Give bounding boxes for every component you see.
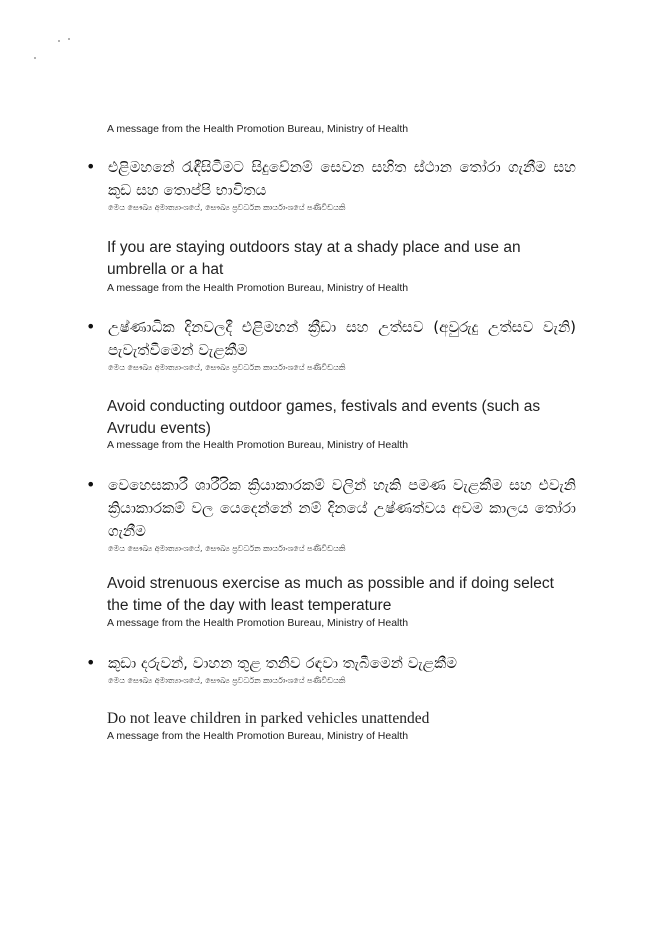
- list-item: [86, 156, 576, 214]
- bullet-icon: •: [86, 653, 96, 672]
- scan-speck: [58, 40, 60, 42]
- header-source: A message from the Health Promotion Bureau, Ministry of Health: [107, 123, 409, 135]
- list-item: [86, 652, 576, 687]
- sinhala-heading: කුඩා දරුවන්, වාහන තුළ තනිව රඳවා තැබීමෙන් වැළකීම: [108, 654, 458, 672]
- sinhala-heading: එළිමහනේ රැඳීසිටීමට සිදුවේනම් සෙවන සහිත ස්ථාන තෝරා ගැනීම සහ කුඩ සහ තොප්පි භාවිතය: [108, 158, 576, 199]
- source-line: A message from the Health Promotion Bureau, Ministry of Health: [107, 282, 409, 294]
- sinhala-note: මෙය සෞඛ්‍ය අමාත්‍යාංශයේ, සෞඛ්‍ය ප්‍රවර්ධන කාර්යාංශයේ පණිවිඩයකි: [108, 363, 346, 372]
- english-text: If you are staying outdoors stay at a shady place and use an umbrella or a hat: [107, 239, 521, 278]
- english-text: Do not leave children in parked vehicles unattended: [107, 710, 430, 727]
- english-text: Avoid conducting outdoor games, festivals and events (such as Avrudu events): [107, 398, 541, 437]
- source-line: A message from the Health Promotion Bureau, Ministry of Health: [107, 439, 409, 451]
- bullet-icon: •: [86, 157, 96, 176]
- list-item: [86, 316, 576, 374]
- scan-speck: [68, 38, 70, 40]
- list-item: [86, 474, 576, 555]
- source-line: A message from the Health Promotion Bureau, Ministry of Health: [107, 730, 409, 742]
- sinhala-note: මෙය සෞඛ්‍ය අමාත්‍යාංශයේ, සෞඛ්‍ය ප්‍රවර්ධන කාර්යාංශයේ පණිවිඩයකි: [108, 544, 346, 553]
- bullet-icon: •: [86, 475, 96, 494]
- bullet-icon: •: [86, 317, 96, 336]
- sinhala-heading: වෙහෙසකාරී ශාරීරික ක්‍රියාකාරකම් වලින් හැකි පමණ වැළකීම සහ එවැනි ක්‍රියාකාරකම් වල යෙදෙන්නේ නම් දිනයේ උෂ්ණත්වය අවම කාලය තෝරා ගැනීම: [108, 476, 576, 540]
- sinhala-note: මෙය සෞඛ්‍ය අමාත්‍යාංශයේ, සෞඛ්‍ය ප්‍රවර්ධන කාර්යාංශයේ පණිවිඩයකි: [108, 203, 346, 212]
- sinhala-note: මෙය සෞඛ්‍ය අමාත්‍යාංශයේ, සෞඛ්‍ය ප්‍රවර්ධන කාර්යාංශයේ පණිවිඩයකි: [108, 676, 346, 685]
- sinhala-heading: උෂ්ණාධික දිනවලදී එළිමහන් ක්‍රීඩා සහ උත්සව (අවුරුදු උත්සව වැනි) පැවැත්වීමෙන් වැළකීම: [108, 318, 576, 359]
- english-text: Avoid strenuous exercise as much as possible and if doing select the time of the day with least temperature: [107, 575, 554, 614]
- source-line: A message from the Health Promotion Bureau, Ministry of Health: [107, 617, 409, 629]
- scan-speck: [34, 57, 36, 59]
